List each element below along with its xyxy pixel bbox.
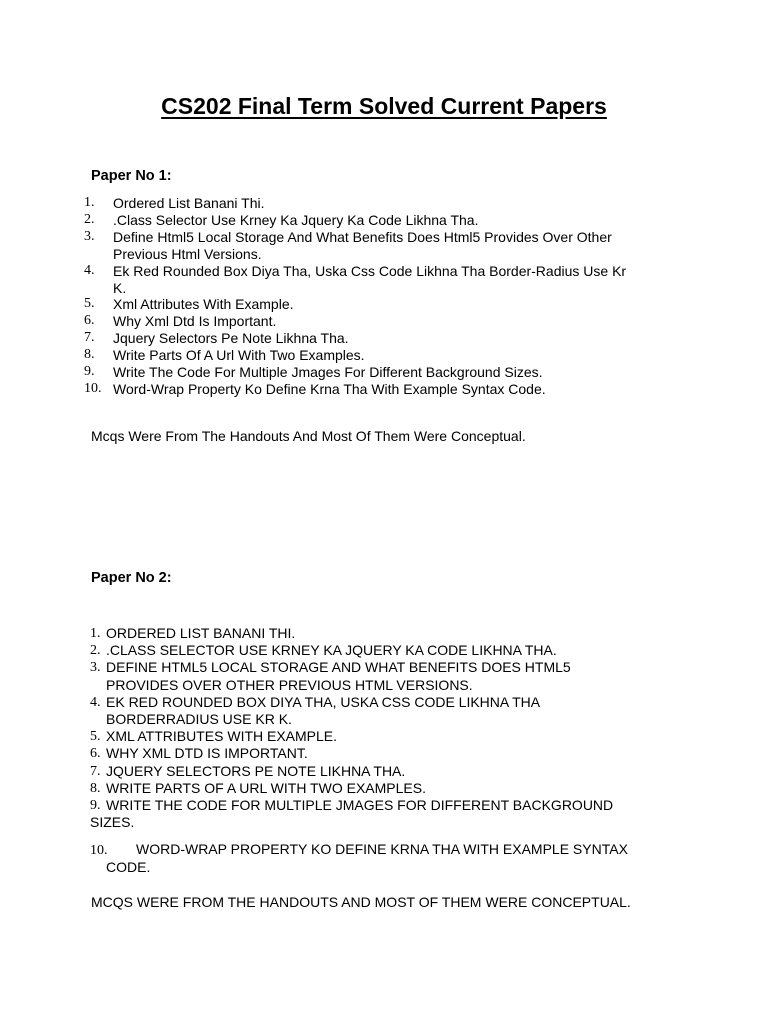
list-item-line: WRITE THE CODE FOR MULTIPLE JMAGES FOR DIFFERENT BACKGROUND xyxy=(106,797,614,814)
list-item xyxy=(90,728,690,745)
list-item xyxy=(84,364,684,381)
list-item-number: 9. xyxy=(84,364,95,380)
list-item-line: Ordered List Banani Thi. xyxy=(113,195,265,211)
list-item-number: 10. xyxy=(84,380,102,396)
list-item xyxy=(90,642,690,659)
list-item-line: Jquery Selectors Pe Note Likhna Tha. xyxy=(113,330,349,347)
list-item-number: 10. xyxy=(90,843,108,858)
list-item-number: 4. xyxy=(84,262,95,278)
list-item-line: WRITE PARTS OF A URL WITH TWO EXAMPLES. xyxy=(106,779,426,796)
list-item xyxy=(84,330,684,347)
list-item-number: 8. xyxy=(84,347,95,363)
paper2-question-list xyxy=(90,625,690,831)
list-item-line: PROVIDES OVER OTHER PREVIOUS HTML VERSIONS. xyxy=(106,676,473,693)
list-item-line: CODE. xyxy=(106,859,151,876)
list-item xyxy=(84,381,684,398)
list-item-line: WORD-WRAP PROPERTY KO DEFINE KRNA THA WITH EXAMPLE SYNTAX xyxy=(136,841,628,857)
list-item-line: .Class Selector Use Krney Ka Jquery Ka Code Likhna Tha. xyxy=(113,211,479,228)
list-item xyxy=(84,263,684,297)
list-item xyxy=(90,797,690,831)
list-item-number: 8. xyxy=(90,780,101,796)
list-item-line: ORDERED LIST BANANI THI. xyxy=(106,625,296,641)
list-item xyxy=(84,296,684,313)
list-item xyxy=(84,195,684,212)
list-item xyxy=(90,780,690,797)
list-item-line: Xml Attributes With Example. xyxy=(113,296,294,313)
list-item xyxy=(90,763,690,780)
list-item-number: 6. xyxy=(84,313,95,329)
list-item-number: 7. xyxy=(90,763,101,779)
list-item-line: JQUERY SELECTORS PE NOTE LIKHNA THA. xyxy=(106,762,406,779)
paper2-item-10 xyxy=(90,841,690,876)
list-item-line: WHY XML DTD IS IMPORTANT. xyxy=(106,745,308,762)
list-item-number: 1. xyxy=(84,195,95,210)
list-item-line: DEFINE HTML5 LOCAL STORAGE AND WHAT BENEFITS DOES HTML5 xyxy=(106,659,571,676)
list-item-line: XML ATTRIBUTES WITH EXAMPLE. xyxy=(106,728,338,745)
list-item-line: Write The Code For Multiple Jmages For Different Background Sizes. xyxy=(113,364,543,381)
document-title: CS202 Final Term Solved Current Papers xyxy=(161,93,607,119)
paper2-note: MCQS WERE FROM THE HANDOUTS AND MOST OF THEM WERE CONCEPTUAL. xyxy=(91,894,631,910)
list-item-line: EK RED ROUNDED BOX DIYA THA, USKA CSS CODE LIKHNA THA xyxy=(106,693,541,710)
list-item-number: 9. xyxy=(90,798,101,814)
paper1-note: Mcqs Were From The Handouts And Most Of Them Were Conceptual. xyxy=(91,428,526,444)
list-item-line: SIZES. xyxy=(90,814,135,831)
paper1-heading: Paper No 1: xyxy=(91,168,172,184)
list-item-number: 2. xyxy=(84,211,95,227)
paper2-heading: Paper No 2: xyxy=(91,570,172,586)
list-item-number: 2. xyxy=(90,643,101,659)
list-item-line: Previous Html Versions. xyxy=(113,245,262,262)
list-item-line: BORDERRADIUS USE KR K. xyxy=(106,711,292,728)
list-item xyxy=(90,625,690,642)
list-item-number: 6. xyxy=(90,746,101,762)
list-item-line: Why Xml Dtd Is Important. xyxy=(113,313,277,330)
list-item xyxy=(84,212,684,229)
list-item xyxy=(90,745,690,762)
list-item-line: Word-Wrap Property Ko Define Krna Tha With Example Syntax Code. xyxy=(113,380,546,397)
list-item-number: 5. xyxy=(90,729,101,745)
list-item-number: 3. xyxy=(90,660,101,676)
list-item xyxy=(84,313,684,330)
list-item-line: Define Html5 Local Storage And What Benefits Does Html5 Provides Over Other xyxy=(113,228,612,245)
list-item-number: 7. xyxy=(84,330,95,346)
list-item-line: .CLASS SELECTOR USE KRNEY KA JQUERY KA CODE LIKHNA THA. xyxy=(106,642,557,659)
list-item xyxy=(84,229,684,263)
list-item-number: 3. xyxy=(84,228,95,244)
list-item-number: 5. xyxy=(84,296,95,312)
list-item-line: Ek Red Rounded Box Diya Tha, Uska Css Code Likhna Tha Border-Radius Use Kr xyxy=(113,262,627,279)
list-item-number: 4. xyxy=(90,694,101,710)
list-item xyxy=(84,347,684,364)
list-item xyxy=(90,659,690,693)
list-item-line: Write Parts Of A Url With Two Examples. xyxy=(113,347,365,364)
paper1-question-list xyxy=(84,195,684,398)
list-item-line: K. xyxy=(113,279,127,296)
list-item-number: 1. xyxy=(90,626,101,641)
list-item xyxy=(90,694,690,728)
